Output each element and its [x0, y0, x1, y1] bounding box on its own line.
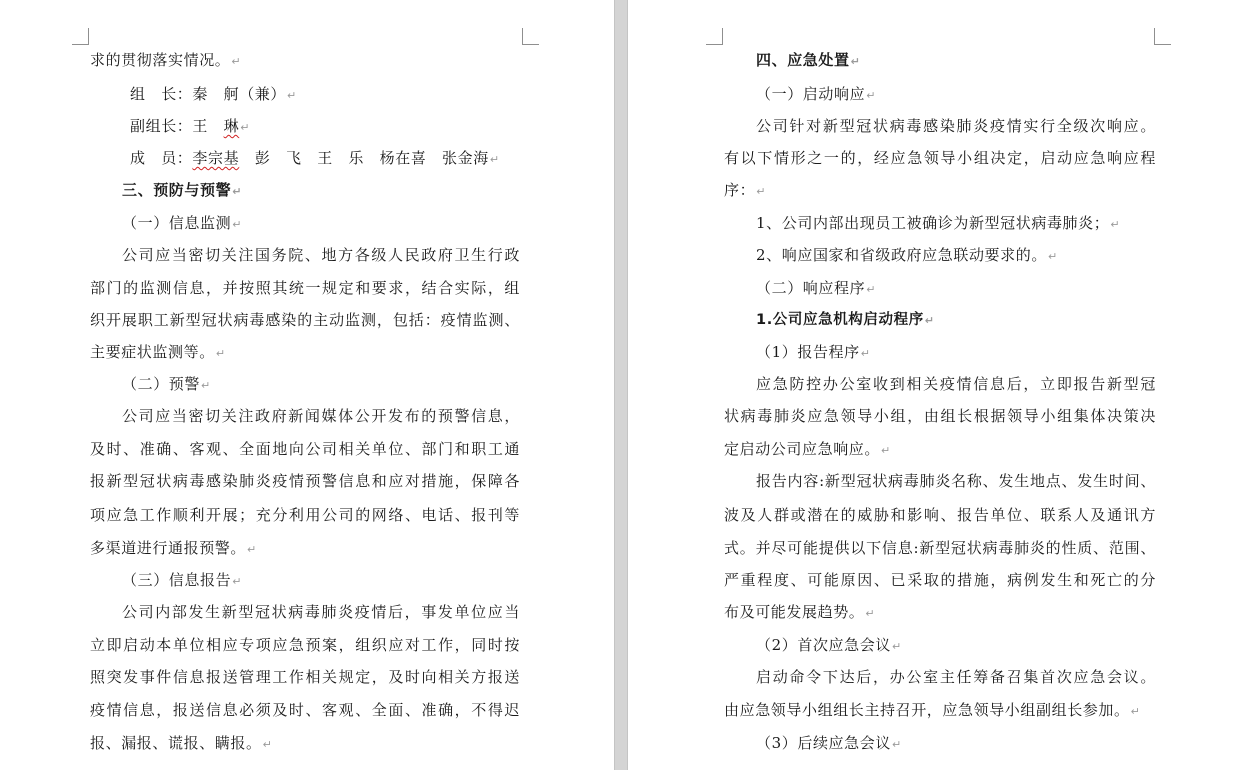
paragraph-line: 公司应当密切关注政府新闻媒体公开发布的预警信息，	[122, 407, 520, 425]
paragraph-line: 定启动公司应急响应。↵	[724, 440, 891, 458]
paragraph-line: 序：↵	[724, 181, 767, 199]
subsection-heading: （一）启动响应↵	[756, 85, 877, 103]
paragraph-line: 及时、准确、客观、全面地向公司相关单位、部门和职工通	[90, 440, 520, 458]
paragraph-line: 报告内容:新型冠状病毒肺炎名称、发生地点、发生时间、	[756, 472, 1156, 490]
crop-mark-top-left	[72, 28, 89, 45]
members-line: 成 员：李宗基 彭 飞 王 乐 杨在喜 张金海↵	[130, 149, 500, 167]
document-page-left	[0, 0, 614, 770]
crop-mark-top-right	[1154, 28, 1171, 45]
subsection-heading: （一）信息监测↵	[122, 214, 243, 232]
subsection-heading: （1）报告程序↵	[756, 343, 871, 361]
paragraph-line: 有以下情形之一的，经应急领导小组决定，启动应急响应程	[724, 149, 1156, 167]
subsection-heading: （二）响应程序↵	[756, 279, 877, 297]
subsection-heading: （2）首次应急会议↵	[756, 636, 902, 654]
paragraph-line: 波及人群或潜在的威胁和影响、报告单位、联系人及通讯方	[724, 506, 1156, 524]
paragraph-line: 部门的监测信息，并按照其统一规定和要求，结合实际，组	[90, 279, 520, 297]
spellcheck-underline: 琳	[223, 117, 240, 135]
crop-mark-top-left	[706, 28, 723, 45]
subsection-heading: （三）信息报告↵	[122, 571, 243, 589]
section-heading: 四、应急处置↵	[756, 51, 861, 69]
paragraph-line: 报、漏报、谎报、瞒报。↵	[90, 734, 273, 752]
paragraph-line: 公司针对新型冠状病毒感染肺炎疫情实行全级次响应。	[756, 117, 1156, 135]
list-item: 2、响应国家和省级政府应急联动要求的。↵	[756, 246, 1058, 264]
paragraph-line: 状病毒肺炎应急领导小组，由组长根据领导小组集体决策决	[724, 407, 1156, 425]
paragraph-line: 疫情信息，报送信息必须及时、客观、全面、准确，不得迟	[90, 701, 520, 719]
paragraph-line: 式。并尽可能提供以下信息:新型冠状病毒肺炎的性质、范围、	[724, 539, 1156, 557]
bold-subheading: 1.公司应急机构启动程序↵	[756, 312, 935, 328]
section-heading: 三、预防与预警↵	[122, 181, 243, 199]
document-page-right	[628, 0, 1240, 770]
paragraph-line: 布及可能发展趋势。↵	[724, 603, 876, 621]
page-gap	[614, 0, 628, 770]
deputy-leader-line: 副组长：王 琳↵	[130, 117, 251, 135]
paragraph-line: 由应急领导小组组长主持召开，应急领导小组副组长参加。↵	[724, 701, 1141, 719]
paragraph-line: 求的贯彻落实情况。↵	[90, 51, 242, 69]
subsection-heading: （二）预警↵	[122, 375, 211, 393]
paragraph-line: 织开展职工新型冠状病毒感染的主动监测，包括：疫情监测、	[90, 311, 520, 329]
paragraph-line: 项应急工作顺利开展；充分利用公司的网络、电话、报刊等	[90, 506, 520, 524]
team-leader-line: 组 长：秦 舸（兼）↵	[130, 85, 297, 103]
paragraph-line: 公司内部发生新型冠状病毒肺炎疫情后，事发单位应当	[122, 603, 520, 621]
paragraph-line: 主要症状监测等。↵	[90, 343, 226, 361]
subsection-heading: （3）后续应急会议↵	[756, 734, 902, 752]
paragraph-line: 照突发事件信息报送管理工作相关规定，及时向相关方报送	[90, 668, 520, 686]
crop-mark-top-right	[522, 28, 539, 45]
paragraph-line: 多渠道进行通报预警。↵	[90, 539, 257, 557]
paragraph-line: 应急防控办公室收到相关疫情信息后，立即报告新型冠	[756, 375, 1156, 393]
paragraph-line: 严重程度、可能原因、已采取的措施，病例发生和死亡的分	[724, 571, 1156, 589]
paragraph-line: 立即启动本单位相应专项应急预案，组织应对工作，同时按	[90, 636, 520, 654]
paragraph-line: 报新型冠状病毒感染肺炎疫情预警信息和应对措施，保障各	[90, 472, 520, 490]
list-item: 1、公司内部出现员工被确诊为新型冠状病毒肺炎；↵	[756, 214, 1121, 232]
spellcheck-underline: 李宗基	[192, 149, 240, 167]
paragraph-line: 公司应当密切关注国务院、地方各级人民政府卫生行政	[122, 246, 520, 264]
paragraph-line: 启动命令下达后，办公室主任筹备召集首次应急会议。	[756, 668, 1156, 686]
